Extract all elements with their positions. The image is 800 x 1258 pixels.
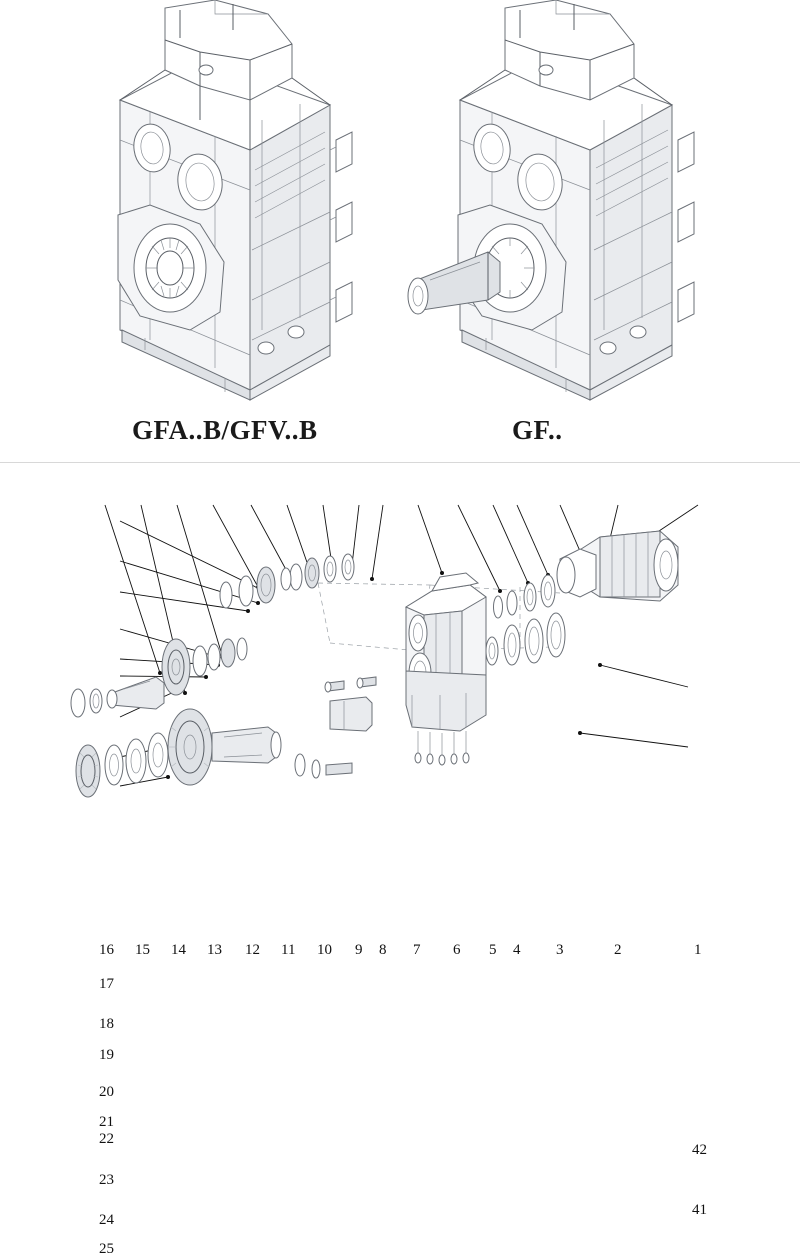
small-parts-bottom [295, 754, 352, 778]
callout-20: 20 [99, 1084, 114, 1100]
callout-18: 18 [99, 1016, 114, 1032]
callout-24: 24 [99, 1212, 114, 1228]
ring-stack-right [486, 575, 565, 665]
callout-7: 7 [413, 942, 421, 958]
gear-housing-body [406, 573, 486, 765]
caption-gf: GF.. [512, 415, 563, 445]
gfa-b-gfv-b-figure [0, 0, 400, 410]
callout-2: 2 [614, 942, 622, 958]
callout-23: 23 [99, 1172, 114, 1188]
callout-15: 15 [135, 942, 150, 958]
callout-14: 14 [171, 942, 186, 958]
callout-11: 11 [281, 942, 296, 958]
exploded-view [0, 465, 800, 1257]
pins-group [325, 677, 376, 731]
callout-42: 42 [692, 1142, 707, 1158]
callout-5: 5 [489, 942, 497, 958]
callout-25: 25 [99, 1241, 114, 1257]
caption-gfa-b-gfv-b: GFA..B/GFV..B [132, 415, 318, 445]
callout-41: 41 [692, 1202, 707, 1218]
callout-22: 22 [99, 1131, 114, 1147]
callout-6: 6 [453, 942, 461, 958]
callout-16: 16 [99, 942, 114, 958]
callout-13: 13 [207, 942, 222, 958]
callout-19: 19 [99, 1047, 114, 1063]
callout-1: 1 [694, 942, 702, 958]
gf-figure [400, 0, 800, 410]
section-divider [0, 462, 800, 463]
assembly-figures [0, 0, 800, 465]
ring-stack-upper-left [220, 554, 354, 608]
exploded-view-graphic [0, 465, 800, 800]
gear-wheel-bottom-left [76, 709, 281, 797]
motor-adapter-group [557, 531, 678, 601]
callout-4: 4 [513, 942, 521, 958]
callout-10: 10 [317, 942, 332, 958]
callout-12: 12 [245, 942, 260, 958]
callout-3: 3 [556, 942, 564, 958]
callout-8: 8 [379, 942, 387, 958]
callout-17: 17 [99, 976, 114, 992]
callout-21: 21 [99, 1114, 114, 1130]
callout-9: 9 [355, 942, 363, 958]
